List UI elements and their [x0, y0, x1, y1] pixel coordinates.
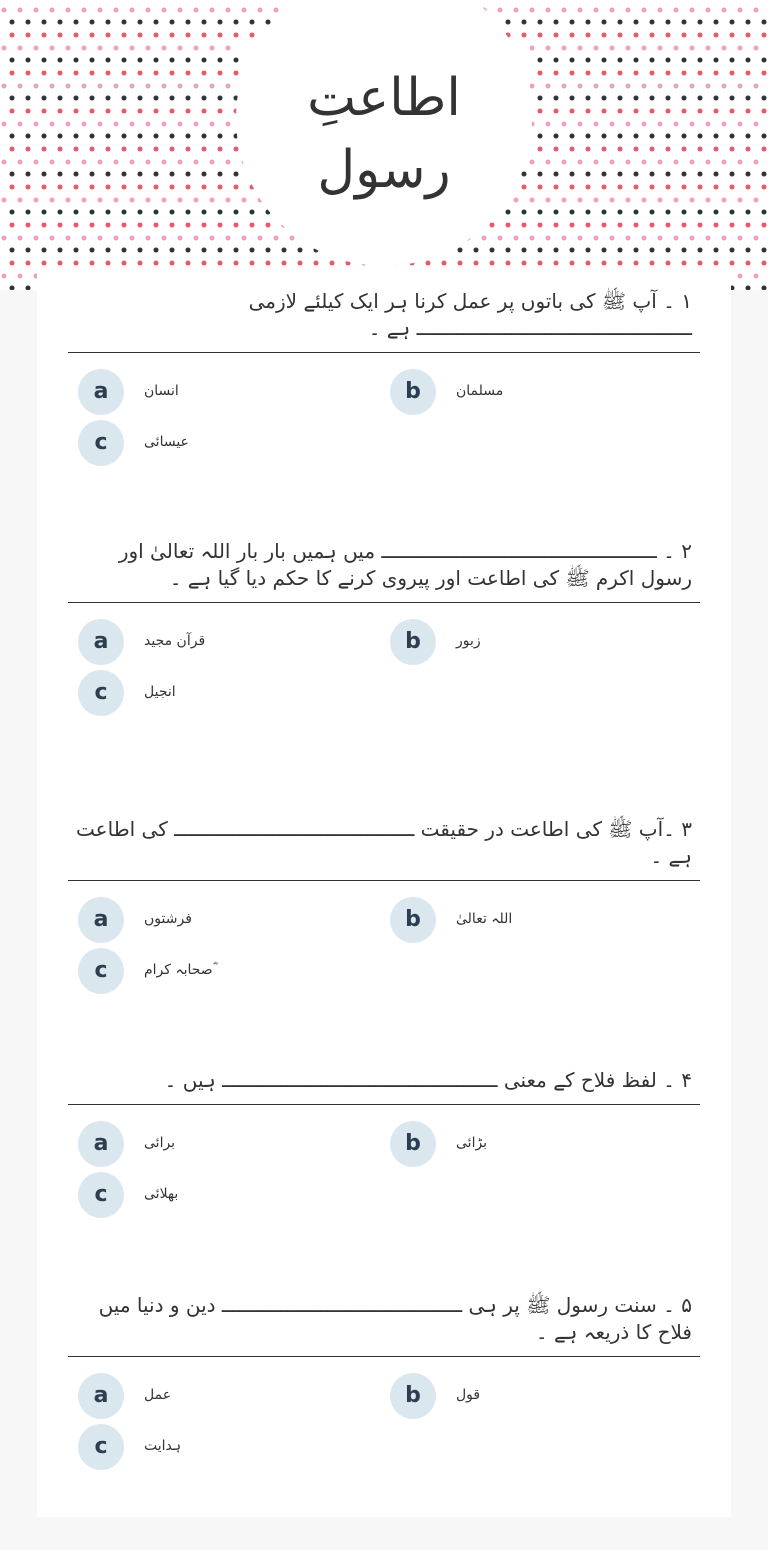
option-c[interactable]: [68, 420, 368, 466]
option-a[interactable]: [68, 1121, 368, 1167]
option-c[interactable]: [68, 670, 368, 716]
option-letter-badge: a: [78, 1121, 124, 1167]
options: [68, 1105, 700, 1215]
option-letter-badge: c: [78, 1172, 124, 1218]
option-label: برائی: [144, 1135, 176, 1151]
option-label: مسلمان: [456, 383, 504, 399]
option-a[interactable]: [68, 897, 368, 943]
question-text: ۱ ۔ آپ ﷺ کی باتوں پر عمل کرنا ہر ایک کیلئے لازمی ـــــــــــــــــــــــــــــــــــــــــــــــ ہے ۔: [68, 288, 700, 353]
option-letter-badge: a: [78, 369, 124, 415]
option-label: صحابہ کرام ؓ: [144, 962, 217, 978]
option-label: اللہ تعالیٰ: [456, 911, 513, 927]
question-4: [68, 1067, 700, 1215]
question-text: ۳ ۔آپ ﷺ کی اطاعت در حقیقت ـــــــــــــــــــــــــــــــــــــــــ کی اطاعت ہے ۔: [68, 816, 700, 881]
option-letter-badge: a: [78, 1373, 124, 1419]
option-a[interactable]: [68, 619, 368, 665]
option-letter-badge: a: [78, 619, 124, 665]
option-letter-badge: b: [390, 897, 436, 943]
option-c[interactable]: [68, 948, 368, 994]
question-text: ۲ ۔ ـــــــــــــــــــــــــــــــــــــــــــــــ میں ہمیں بار بار اللہ تعالیٰ اور رسول اکرم ﷺ کی اطاعت اور پیروی کرنے کا حکم دیا گیا ہے ۔: [68, 538, 700, 603]
question-3: [68, 816, 700, 991]
option-a[interactable]: [68, 1373, 368, 1419]
question-text: ۵ ۔ سنت رسول ﷺ پر ہی ـــــــــــــــــــــــــــــــــــــــــ دین و دنیا میں فلاح کا ذریعہ ہے ۔: [68, 1292, 700, 1357]
option-label: عیسائی: [144, 434, 189, 450]
worksheet-title: اطاعتِ رسول: [307, 68, 461, 200]
option-b[interactable]: [380, 369, 680, 415]
option-c[interactable]: [68, 1172, 368, 1218]
option-b[interactable]: [380, 1373, 680, 1419]
option-letter-badge: a: [78, 897, 124, 943]
option-label: انجیل: [144, 684, 176, 700]
option-c[interactable]: [68, 1424, 368, 1470]
option-b[interactable]: [380, 619, 680, 665]
option-letter-badge: b: [390, 369, 436, 415]
option-b[interactable]: [380, 1121, 680, 1167]
question-5: [68, 1292, 700, 1467]
options: [68, 603, 700, 713]
option-label: عمل: [144, 1387, 172, 1403]
question-2: [68, 538, 700, 713]
option-label: فرشتوں: [144, 911, 192, 927]
options: [68, 1357, 700, 1467]
option-label: ہدایت: [144, 1438, 182, 1454]
option-letter-badge: c: [78, 670, 124, 716]
option-label: زبور: [456, 633, 481, 649]
option-label: انسان: [144, 383, 179, 399]
option-letter-badge: b: [390, 619, 436, 665]
option-b[interactable]: [380, 897, 680, 943]
options: [68, 353, 700, 463]
question-1: [68, 288, 700, 463]
option-letter-badge: c: [78, 948, 124, 994]
option-letter-badge: c: [78, 420, 124, 466]
option-label: قول: [456, 1387, 481, 1403]
options: [68, 881, 700, 991]
option-label: بھلائی: [144, 1186, 179, 1202]
option-label: بڑائی: [456, 1135, 488, 1151]
option-letter-badge: b: [390, 1121, 436, 1167]
option-label: قرآن مجید: [144, 633, 206, 649]
option-letter-badge: b: [390, 1373, 436, 1419]
question-text: ۴ ۔ لفظ فلاح کے معنی ـــــــــــــــــــــــــــــــــــــــــــــــ ہیں ۔: [68, 1067, 700, 1105]
option-letter-badge: c: [78, 1424, 124, 1470]
option-a[interactable]: [68, 369, 368, 415]
